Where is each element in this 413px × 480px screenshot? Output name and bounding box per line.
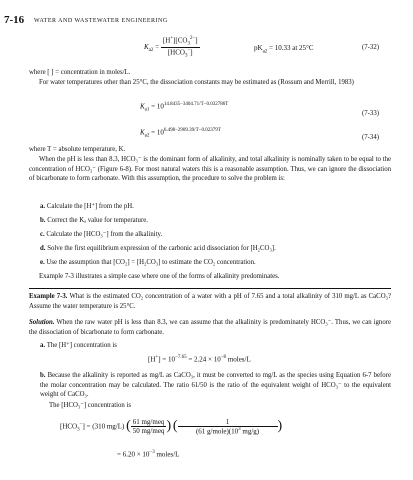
- solution-step-b-text: The [HCO₃⁻] concentration is: [49, 402, 132, 409]
- divider: [29, 288, 391, 289]
- list-item: a. Calculate the [H⁺] from the pH.: [40, 203, 134, 210]
- equation-number: (7-34): [362, 134, 379, 141]
- paragraph: When the pH is less than 8.3, HCO₃⁻ is the dominant form of alkalinity, and total alkalinity is nominally taken to be equal to the concentration of HCO₃⁻ (Figure 6-8). For most natural waters this is a reasonable assumption. Thus, we can ignore the dissociation of bicarbonate to form carbonate. With this assumption, the procedure to solve the problem is:: [29, 156, 391, 183]
- paragraph: For water temperatures other than 25°C, the dissociation constants may be estimated as (Rossum and Merrill, 1983): [39, 79, 354, 86]
- solution-step-b: b. Because the alkalinity is reported as mg/L as CaCO₃, it must be converted to mg/L as the species using Equation 6-7 before the molar concentration may be calculated. The ratio 61/50 is the ratio of the equivalent weight of HCO₃⁻ to the equivalent weight of CaCO₃.: [40, 372, 391, 399]
- equation-7-34: $K_{a2} = 10^{6.498-2909.39/T-0.02379T}$: [140, 128, 221, 139]
- list-item: b. Correct the Kₐ value for temperature.: [40, 217, 148, 224]
- equation-hco3-concentration: $[HCO_3^-] = (310$ mg/L) ( $\frac{\text{61 mg/meq}}{\text{50 mg/meq}}$ ) ( $\frac{1}{(61 g/mole)(10^3 mg/g)}$ ): [60, 418, 283, 436]
- equation-7-33: $K_{a1} = 10^{14.8435-3404.71/T-0.032786T}$: [140, 102, 229, 113]
- equation-7-32: $K_{a2}$ = $\frac{[H^+][CO_3^{2-}]}{[HCO_3^-]}$: [144, 36, 198, 59]
- example-solution: Solution. When the raw water pH is less than 8.3, we can assume that the alkalinity is predominately HCO₃⁻. Thus, we can ignore the dissociation of bicarbonate to form carbonate.: [29, 319, 391, 336]
- example-intro: Example 7-3 illustrates a simple case where one of the forms of alkalinity predominates.: [39, 273, 280, 280]
- equation-number: (7-32): [362, 44, 379, 51]
- equation-fraction: $\frac{[H^+][CO_3^{2-}]}{[HCO_3^-]}$: [162, 36, 198, 59]
- list-item: e. Use the assumption that [CO₂] = [H₂CO₃] to estimate the CO₂ concentration.: [40, 259, 256, 266]
- pka2-value: $pK_{a2} = 10.33$ at 25°C: [254, 44, 314, 55]
- page-number: 7-16: [4, 14, 25, 26]
- equation-h-concentration: $[H^+] = 10^{-7.65} = 2.24 \times 10^{-8}$ moles/L: [148, 355, 251, 364]
- list-item: d. Solve the first equilibrium expression of the carbonic acid dissociation for [H₂CO₃].: [40, 245, 276, 252]
- where-definition: where [ ] = concentration in moles/L.: [29, 69, 131, 76]
- equation-number: (7-33): [362, 110, 379, 117]
- solution-step-a: a. The [H⁺] concentration is: [40, 342, 117, 349]
- running-title: WATER AND WASTEWATER ENGINEERING: [34, 18, 168, 24]
- list-item: c. Calculate the [HCO₃⁻] from the alkalinity.: [40, 231, 163, 238]
- equation-result: = $6.20 \times 10^{-3}$ moles/L: [117, 450, 180, 459]
- where-definition: where T = absolute temperature, K.: [29, 146, 126, 153]
- example-problem: Example 7-3. What is the estimated CO₂ concentration of a water with a pH of 7.65 and a total alkalinity of 310 mg/L as CaCO₃? Assume the water temperature is 25°C.: [29, 293, 392, 310]
